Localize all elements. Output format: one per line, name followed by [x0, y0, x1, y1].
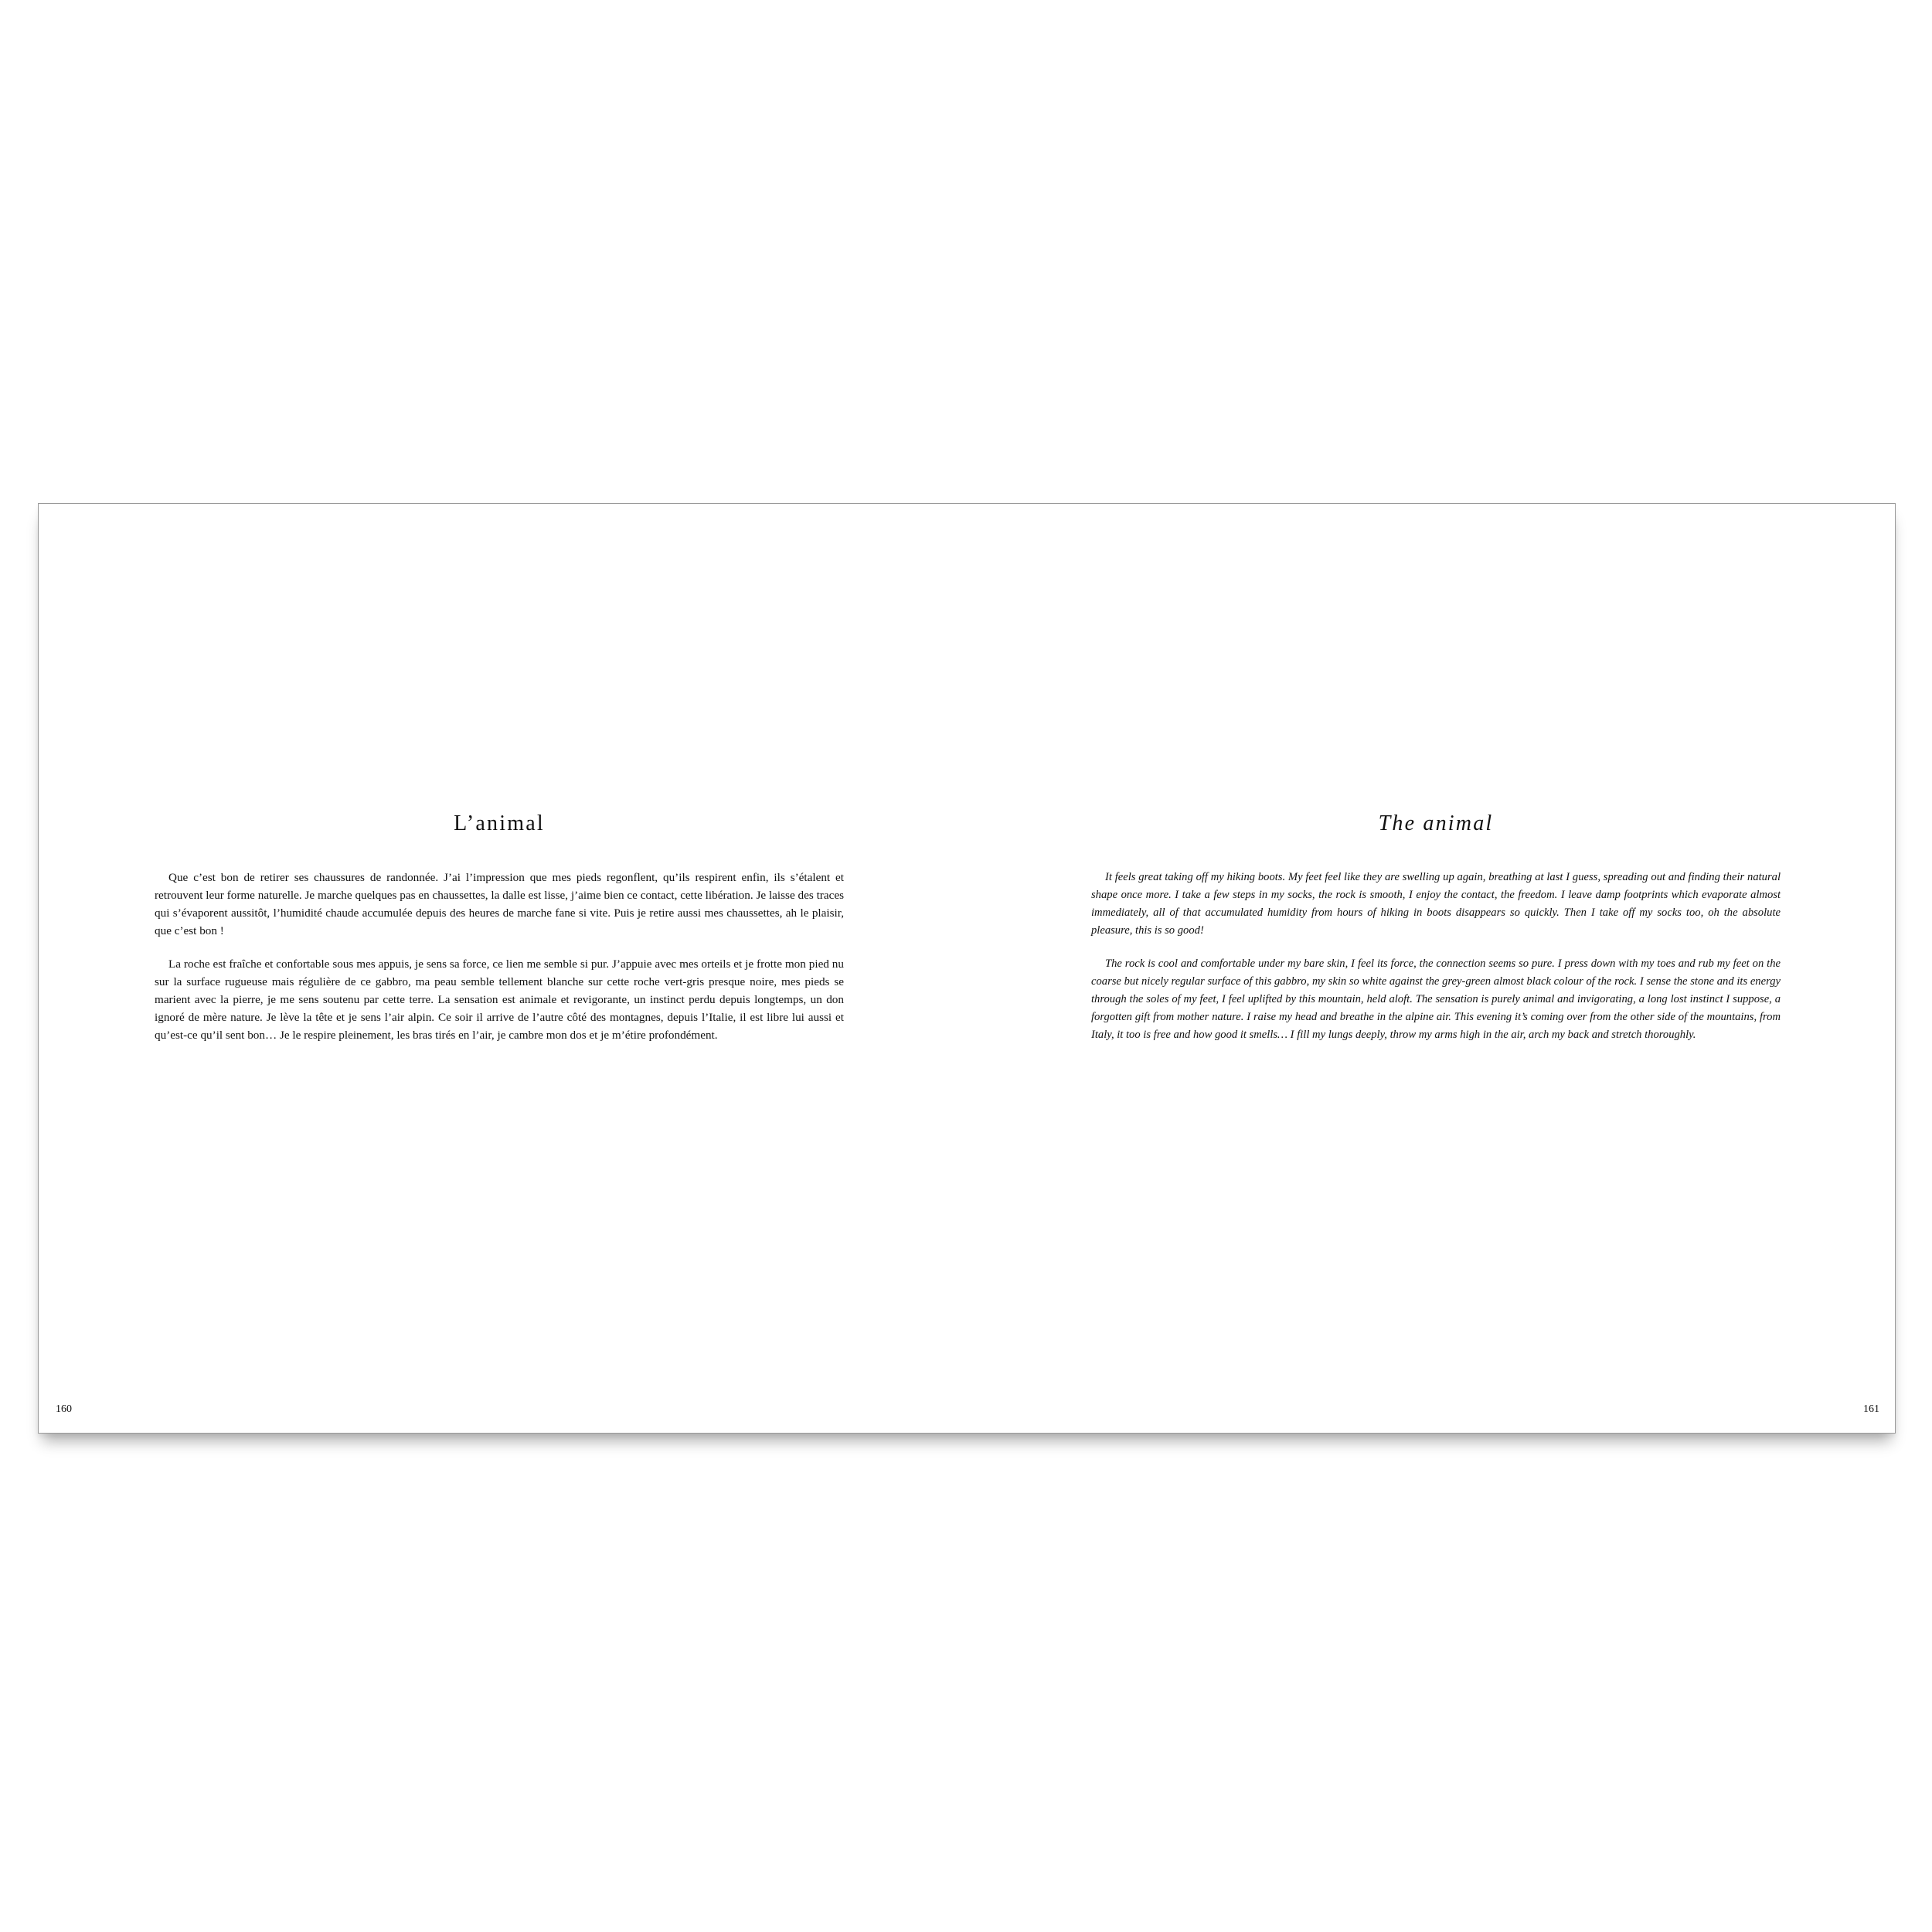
left-paragraph-2: La roche est fraîche et confortable sous mes appuis, je sens sa force, ce lien me semble si pur. J’appuie avec mes orteils et je frotte mon pied nu sur la surface rugueuse mais régulière de ce gabbro, ma peau semble tellement blanche sur cette roche vert-gris presque noire, mes pieds se marient avec la pierre, je me sens soutenu par cette terre. La sensation est animale et revigorante, un instinct perdu depuis longtemps, un don ignoré de mère nature. Je lève la tête et je sens l’air alpin. Ce soir il arrive de l’autre côté des montagnes, depuis l’Italie, il est libre lui aussi et qu’est-ce qu’il sent bon… Je le respire pleinement, les bras tirés en l’air, je cambre mon dos et je m’étire profondément. — [155, 957, 844, 1042]
right-paragraph-1: It feels great taking off my hiking boots. My feet feel like they are swelling up again, breathing at last I guess, spreading out and finding their natural shape once more. I take a few steps in my socks, the rock is smooth, I enjoy the contact, the freedom. I leave damp footprints which evaporate almost immediately, all of that accumulated humidity from hours of hiking in boots disappears so quickly. Then I take off my socks too, oh the absolute pleasure, this is so good! — [1091, 871, 1781, 937]
right-paragraph-2: The rock is cool and comfortable under my bare skin, I feel its force, the connection seems so pure. I press down with my toes and rub my feet on the coarse but nicely regular surface of this gabbro, my skin so white against the grey-green almost black colour of the rock. I sense the stone and its energy through the soles of my feet, I feel uplifted by this mountain, held aloft. The sensation is purely animal and invigorating, a long lost instinct I suppose, a forgotten gift from mother nature. I raise my head and breathe in the alpine air. This evening it’s coming over from the other side of the mountains, from Italy, it too is free and how good it smells… I fill my lungs deeply, throw my arms high in the air, arch my back and stretch thoroughly. — [1091, 957, 1781, 1041]
left-page-number: 160 — [56, 1403, 72, 1415]
right-page — [968, 504, 1896, 1433]
left-paragraph-1: Que c’est bon de retirer ses chaussures de randonnée. J’ai l’impression que mes pieds regonflent, qu’ils respirent enfin, ils s’étalent et retrouvent leur forme naturelle. Je marche quelques pas en chaussettes, la dalle est lisse, j’aime bien ce contact, cette libération. Je laisse des traces qui s’évaporent aussitôt, l’humidité chaude accumulée depuis des heures de marche fane si vite. Puis je retire aussi mes chaussettes, ah le plaisir, que c’est bon ! — [155, 871, 844, 937]
right-page-title: The animal — [1378, 811, 1494, 835]
right-page-body — [1091, 869, 1781, 1060]
book-spread — [38, 503, 1896, 1434]
left-page — [39, 504, 968, 1433]
left-page-body — [155, 869, 844, 1060]
left-page-title: L’animal — [454, 811, 545, 835]
right-page-number: 161 — [1863, 1403, 1879, 1415]
